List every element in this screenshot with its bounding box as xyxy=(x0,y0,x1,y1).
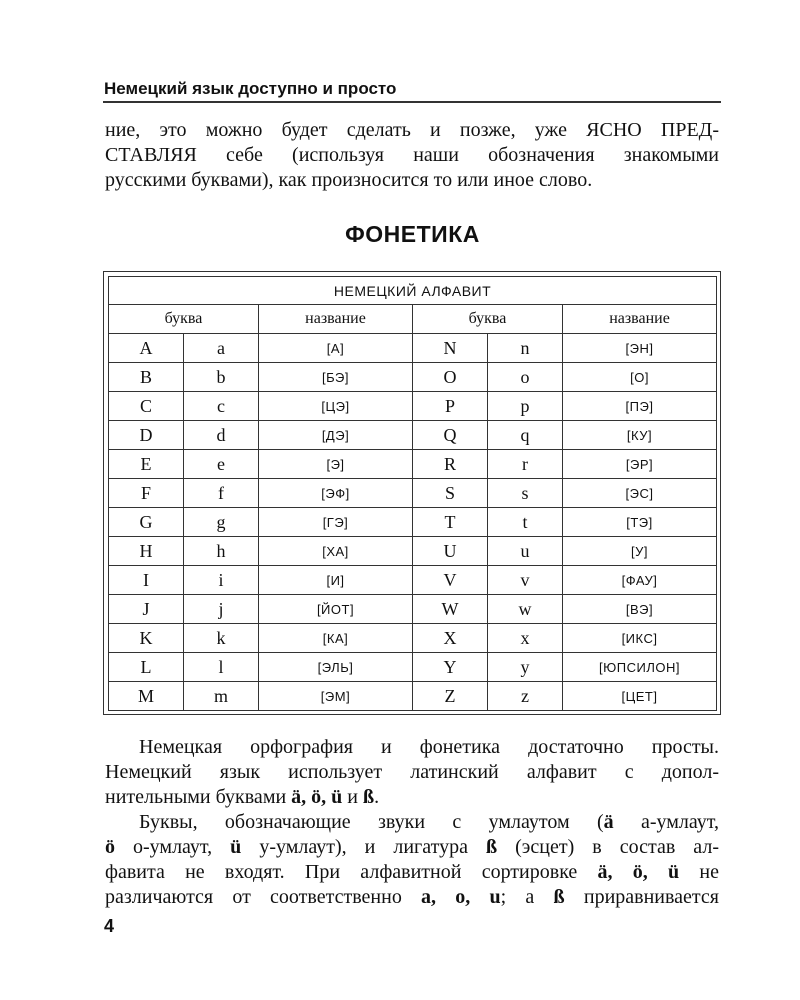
table-row xyxy=(109,421,717,450)
table-row xyxy=(109,479,717,508)
letter-cell: U xyxy=(413,537,488,566)
alphabet-table xyxy=(108,276,717,711)
letter-name-cell: [ЦЕТ] xyxy=(563,682,717,711)
letter-cell: q xyxy=(488,421,563,450)
table-caption: НЕМЕЦКИЙ АЛФАВИТ xyxy=(109,277,717,305)
letter-name-cell: [ДЭ] xyxy=(259,421,413,450)
table-row xyxy=(109,363,717,392)
letter-name-cell: [ИКС] xyxy=(563,624,717,653)
running-head: Немецкий язык доступно и просто xyxy=(104,79,397,98)
letter-name-cell: [А] xyxy=(259,334,413,363)
letter-cell: R xyxy=(413,450,488,479)
letter-cell: o xyxy=(488,363,563,392)
table-row xyxy=(109,595,717,624)
text-line: ö о-умлаут, ü у-умлаут), и лигатура ß (эсцет) в состав ал- xyxy=(105,836,719,858)
letter-cell: d xyxy=(184,421,259,450)
letter-name-cell: [ЭЛЬ] xyxy=(259,653,413,682)
letter-cell: M xyxy=(109,682,184,711)
letter-cell: u xyxy=(488,537,563,566)
intro-paragraph xyxy=(105,118,719,193)
text-line: нительными буквами ä, ö, ü и ß. xyxy=(105,786,380,808)
table-caption-row xyxy=(109,277,717,305)
letter-cell: j xyxy=(184,595,259,624)
letter-cell: V xyxy=(413,566,488,595)
letter-cell: b xyxy=(184,363,259,392)
letter-cell: v xyxy=(488,566,563,595)
letter-name-cell: [ФАУ] xyxy=(563,566,717,595)
paragraph-orthography xyxy=(105,735,719,810)
letter-cell: Z xyxy=(413,682,488,711)
letter-cell: l xyxy=(184,653,259,682)
letter-cell: g xyxy=(184,508,259,537)
letter-cell: Y xyxy=(413,653,488,682)
text-line: Немецкая орфография и фонетика достаточно просты. xyxy=(139,736,719,758)
letter-cell: G xyxy=(109,508,184,537)
letter-cell: P xyxy=(413,392,488,421)
letter-cell: x xyxy=(488,624,563,653)
table-row xyxy=(109,334,717,363)
letter-cell: H xyxy=(109,537,184,566)
text-line: фавита не входят. При алфавитной сортировке ä, ö, ü не xyxy=(105,861,720,883)
letter-cell: D xyxy=(109,421,184,450)
letter-cell: C xyxy=(109,392,184,421)
text-line: русскими буквами), как произносится то или иное слово. xyxy=(105,169,593,191)
header-letter: буква xyxy=(413,305,563,334)
letter-name-cell: [ЭМ] xyxy=(259,682,413,711)
letter-cell: E xyxy=(109,450,184,479)
letter-name-cell: [ЮПСИЛОН] xyxy=(563,653,717,682)
letter-name-cell: [ГЭ] xyxy=(259,508,413,537)
letter-name-cell: [У] xyxy=(563,537,717,566)
letter-name-cell: [ХА] xyxy=(259,537,413,566)
alphabet-table-frame xyxy=(103,271,721,715)
letter-cell: m xyxy=(184,682,259,711)
table-row xyxy=(109,508,717,537)
header-rule xyxy=(103,101,721,103)
letter-cell: J xyxy=(109,595,184,624)
letter-cell: n xyxy=(488,334,563,363)
table-row xyxy=(109,566,717,595)
letter-cell: I xyxy=(109,566,184,595)
text-line: различаются от соответственно a, o, u; а ß приравнивается xyxy=(105,886,719,908)
header-letter: буква xyxy=(109,305,259,334)
letter-cell: L xyxy=(109,653,184,682)
table-header-row xyxy=(109,305,717,334)
letter-name-cell: [ТЭ] xyxy=(563,508,717,537)
letter-cell: N xyxy=(413,334,488,363)
text-line: СТАВЛЯЯ себе (используя наши обозначения знакомыми xyxy=(105,144,719,166)
letter-name-cell: [О] xyxy=(563,363,717,392)
letter-cell: w xyxy=(488,595,563,624)
table-row xyxy=(109,392,717,421)
table-row xyxy=(109,653,717,682)
letter-name-cell: [КА] xyxy=(259,624,413,653)
letter-cell: r xyxy=(488,450,563,479)
text-line: ние, это можно будет сделать и позже, уже ЯСНО ПРЕД- xyxy=(105,119,719,141)
header-name: название xyxy=(259,305,413,334)
letter-cell: f xyxy=(184,479,259,508)
letter-name-cell: [И] xyxy=(259,566,413,595)
letter-name-cell: [БЭ] xyxy=(259,363,413,392)
letter-name-cell: [ЭН] xyxy=(563,334,717,363)
letter-cell: y xyxy=(488,653,563,682)
letter-name-cell: [ЭФ] xyxy=(259,479,413,508)
letter-cell: W xyxy=(413,595,488,624)
letter-name-cell: [ЙОТ] xyxy=(259,595,413,624)
page-number: 4 xyxy=(104,916,115,936)
letter-cell: i xyxy=(184,566,259,595)
letter-name-cell: [ВЭ] xyxy=(563,595,717,624)
letter-cell: k xyxy=(184,624,259,653)
text-line: Буквы, обозначающие звуки с умлаутом (ä а-умлаут, xyxy=(139,811,719,833)
letter-cell: e xyxy=(184,450,259,479)
letter-cell: S xyxy=(413,479,488,508)
letter-cell: p xyxy=(488,392,563,421)
letter-cell: s xyxy=(488,479,563,508)
letter-name-cell: [ПЭ] xyxy=(563,392,717,421)
letter-cell: a xyxy=(184,334,259,363)
letter-cell: z xyxy=(488,682,563,711)
letter-cell: t xyxy=(488,508,563,537)
letter-name-cell: [ЭС] xyxy=(563,479,717,508)
letter-cell: B xyxy=(109,363,184,392)
letter-cell: A xyxy=(109,334,184,363)
letter-cell: K xyxy=(109,624,184,653)
section-title: ФОНЕТИКА xyxy=(345,221,480,247)
table-row xyxy=(109,624,717,653)
table-row xyxy=(109,537,717,566)
letter-cell: Q xyxy=(413,421,488,450)
letter-cell: c xyxy=(184,392,259,421)
letter-name-cell: [КУ] xyxy=(563,421,717,450)
header-name: название xyxy=(563,305,717,334)
letter-name-cell: [Э] xyxy=(259,450,413,479)
paragraph-umlaut xyxy=(105,810,719,910)
table-row xyxy=(109,450,717,479)
table-row xyxy=(109,682,717,711)
letter-cell: h xyxy=(184,537,259,566)
letter-name-cell: [ЦЭ] xyxy=(259,392,413,421)
letter-cell: X xyxy=(413,624,488,653)
letter-cell: F xyxy=(109,479,184,508)
letter-cell: T xyxy=(413,508,488,537)
text-line: Немецкий язык использует латинский алфавит с допол- xyxy=(105,761,719,783)
letter-cell: O xyxy=(413,363,488,392)
letter-name-cell: [ЭР] xyxy=(563,450,717,479)
